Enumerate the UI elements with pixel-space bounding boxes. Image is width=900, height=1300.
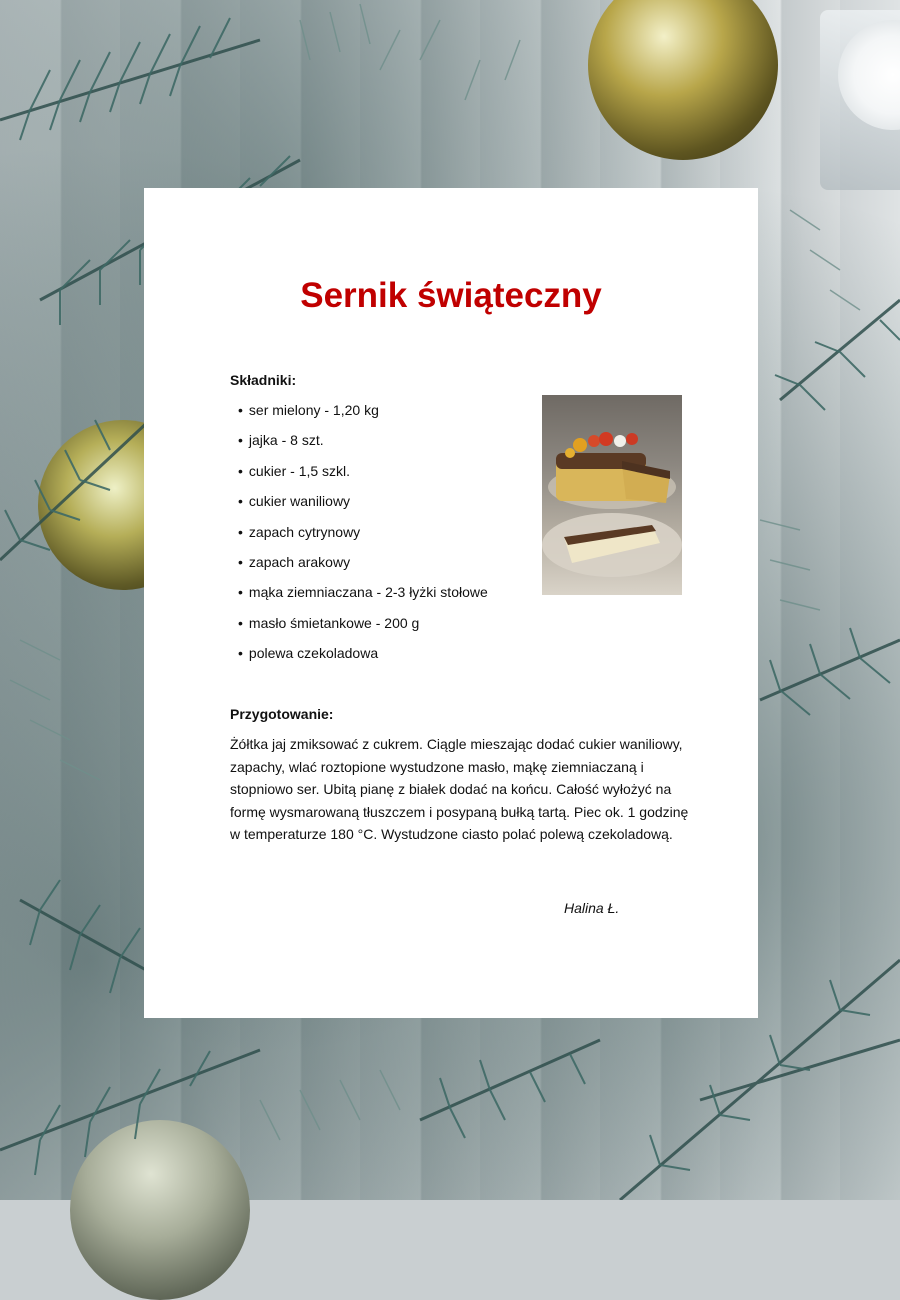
recipe-title: Sernik świąteczny [300, 276, 602, 315]
ingredients-heading: Składniki: [230, 372, 297, 388]
list-item: • cukier - 1,5 szkl. [238, 461, 488, 491]
list-item: • zapach cytrynowy [238, 522, 488, 552]
recipe-card [144, 188, 758, 1018]
author-signature: Halina Ł. [564, 900, 620, 916]
list-item: • jajka - 8 szt. [238, 430, 488, 460]
preparation-text: Żółtka jaj zmiksować z cukrem. Ciągle mieszając dodać cukier waniliowy, zapachy, wlać roztopione wystudzone masło, mąkę ziemniaczaną i stopniowo ser. Ubitą pianę z białek dodać na końcu. Całość wyłożyć na formę wysmarowaną tłuszczem i posypaną bułką tartą. Piec ok. 1 godzinę w temperaturze 180 °C. Wystudzone ciasto polać polewą czekoladową. [230, 736, 689, 842]
list-item: • mąka ziemniaczana - 2-3 łyżki stołowe [238, 582, 488, 612]
list-item: • polewa czekoladowa [238, 643, 488, 673]
cheesecake-photo [542, 395, 682, 595]
list-item: • masło śmietankowe - 200 g [238, 613, 488, 643]
ingredients-list [238, 400, 488, 674]
list-item: • ser mielony - 1,20 kg [238, 400, 488, 430]
list-item: • zapach arakowy [238, 552, 488, 582]
preparation-heading: Przygotowanie: [230, 706, 334, 722]
list-item: • cukier waniliowy [238, 491, 488, 521]
